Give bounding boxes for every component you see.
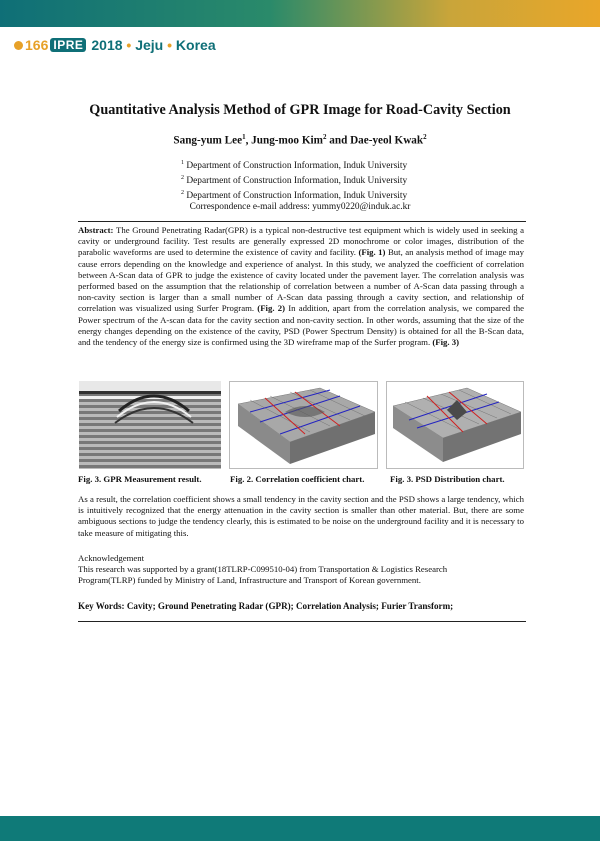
figure-ref: (Fig. 1) bbox=[358, 247, 386, 258]
logo-number: 166 bbox=[25, 37, 49, 53]
keywords: Key Words: Cavity; Ground Penetrating Radar (GPR); Correlation Analysis; Furier Transform; bbox=[78, 601, 454, 611]
author-name: Sang-yum Lee bbox=[173, 134, 243, 147]
figure-caption-3: Fig. 3. PSD Distribution chart. bbox=[390, 474, 505, 484]
paper-title: Quantitative Analysis Method of GPR Image for Road-Cavity Section bbox=[89, 102, 511, 118]
logo-city: Jeju bbox=[135, 37, 164, 53]
author-separator: and bbox=[326, 134, 351, 147]
acknowledgement-heading: Acknowledgement bbox=[78, 553, 145, 563]
footer-banner bbox=[0, 816, 600, 841]
logo-text bbox=[91, 37, 215, 53]
figure-psd-chart bbox=[386, 381, 524, 469]
figure-caption-1: Fig. 3. GPR Measurement result. bbox=[78, 474, 202, 484]
figure-gpr-radargram bbox=[79, 381, 221, 469]
author-sup: 2 bbox=[322, 133, 327, 141]
gpr-radargram-image bbox=[79, 381, 221, 469]
logo-country: Korea bbox=[175, 37, 216, 53]
affiliation-text: Department of Construction Information, Induk University bbox=[184, 161, 408, 172]
figure-ref: (Fig. 2) bbox=[257, 303, 286, 314]
abstract-text-2: But, an analysis method of image may cause errors depending on the knowledge and experience of analyst. In this study, we analyzed the coefficient of correlation between A-Scan data of GPR to judge the existence of cavity located under the pavement layer. The correlation analysis was performed based on the assumption that the relationship of correlation between a number of A-Scan data passing through a non-cavity section is larger than a small number of A-Scan data passing through a cavity section, and relationship of correlation was visualized using Surfer Program. bbox=[78, 247, 524, 314]
figure-correlation-chart bbox=[229, 381, 378, 469]
abstract bbox=[78, 225, 524, 348]
correlation-wireframe-image bbox=[230, 382, 378, 469]
affiliation-line bbox=[181, 172, 407, 187]
logo-separator: • bbox=[167, 37, 173, 53]
figure-ref: (Fig. 3) bbox=[432, 337, 460, 348]
logo-year: 2018 bbox=[91, 37, 123, 53]
author-sup: 2 bbox=[423, 133, 427, 141]
affiliation-text: Department of Construction Information, Induk University bbox=[184, 176, 408, 187]
affiliation-line bbox=[181, 187, 407, 202]
author-separator: , bbox=[245, 134, 252, 147]
author-name: Dae-yeol Kwak bbox=[350, 134, 424, 147]
author-name: Jung-moo Kim bbox=[251, 134, 323, 147]
abstract-label: Abstract: bbox=[78, 225, 114, 235]
divider-bottom bbox=[78, 621, 526, 622]
logo-mark: IPRE bbox=[50, 38, 86, 52]
psd-wireframe-image bbox=[387, 382, 524, 469]
logo-separator: • bbox=[126, 37, 132, 53]
acknowledgement-text: This research was supported by a grant(18TLRP-C099510-04) from Transportation & Logistics Research Program(TLRP) funded by Ministry of Land, Infrastructure and Transport of Korean government. bbox=[78, 564, 448, 586]
affiliation-sup: 1 bbox=[181, 160, 184, 166]
results-paragraph: As a result, the correlation coefficient shows a small tendency in the cavity section and the PSD shows a large tendency, which is intuitively recognized that the energy attenuation in the cavity section is smaller than other material. But, there are some ambiguous sections to judge the tendency clearly, this is estimated to be noise on the underground facility and it is necessary to take measure of mitigating this. bbox=[78, 494, 524, 538]
abstract-text-1: The Ground Penetrating Radar(GPR) is a typical non-destructive test equipment which is widely used in seeking a cavity or underground facility. Test results are generally expressed 2D monochrome or color images, distribution of the parabolic waveforms are used to determine the existence of cavity and facility. bbox=[78, 225, 524, 258]
affiliation-sup: 2 bbox=[181, 175, 184, 182]
author-sup: 1 bbox=[242, 133, 246, 141]
affiliation-line bbox=[181, 157, 407, 172]
figure-caption-2: Fig. 2. Correlation coefficient chart. bbox=[230, 474, 365, 484]
divider-top bbox=[78, 221, 526, 222]
affiliation-text: Department of Construction Information, Induk University bbox=[184, 191, 408, 202]
conference-logo bbox=[14, 34, 216, 56]
affiliations bbox=[181, 157, 407, 202]
correspondence-email: Correspondence e-mail address: yummy0220@induk.ac.kr bbox=[189, 202, 411, 212]
author-list bbox=[0, 133, 600, 147]
affiliation-sup: 2 bbox=[181, 190, 184, 197]
logo-circle-icon bbox=[14, 41, 23, 50]
header-banner bbox=[0, 0, 600, 27]
abstract-text-3: In addition, apart from the correlation analysis, we compared the Power spectrum of the A-scan data for the cavity section and non-cavity section. In other words, assuming that the size of the energy changes depending on the existence of the cavity, PSD (Power Spectrum Density) is obtained for all the B-Scan data, and the tendency of the energy size is confirmed using the 3D wireframe map of the Surfer program. bbox=[78, 303, 524, 348]
